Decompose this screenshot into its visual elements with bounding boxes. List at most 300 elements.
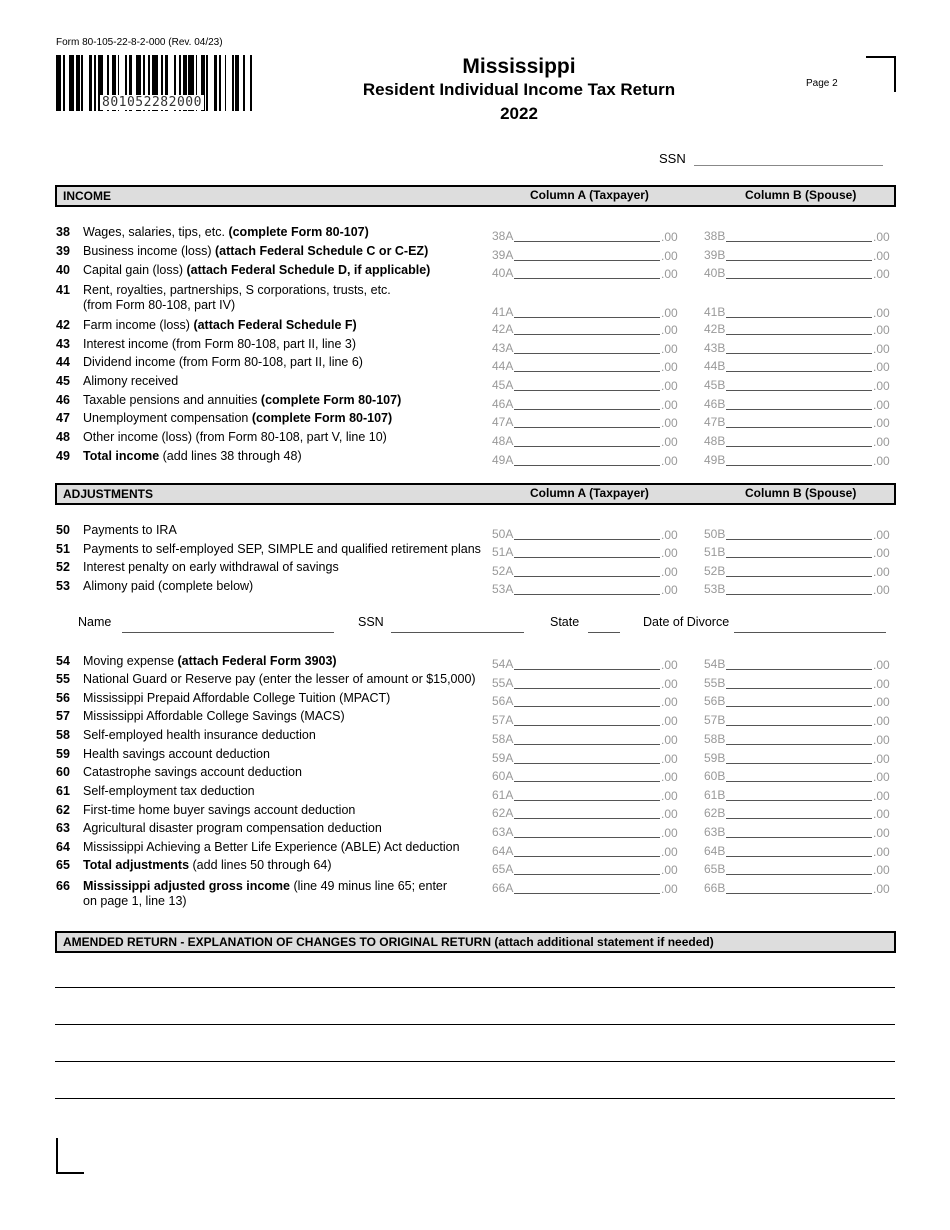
- field-code: 54B: [704, 657, 726, 671]
- line-description: [83, 263, 430, 278]
- cents-label: .00: [661, 249, 678, 263]
- field-code: 63A: [492, 825, 514, 839]
- line-number: 66: [56, 879, 70, 893]
- alimony-date-field[interactable]: [734, 632, 886, 633]
- amount-underline: [726, 446, 872, 447]
- line-description-text: First-time home buyer savings account deduction: [83, 803, 356, 817]
- line-number: 38: [56, 225, 70, 239]
- amount-underline: [726, 353, 872, 354]
- field-code: 55B: [704, 676, 726, 690]
- amount-underline: [514, 893, 660, 894]
- cents-label: .00: [873, 789, 890, 803]
- line-description-text: Dividend income (from Form 80-108, part II, line 6): [83, 355, 363, 369]
- alimony-name-field[interactable]: [122, 632, 334, 633]
- amount-underline: [726, 576, 872, 577]
- adjustments-section-title: ADJUSTMENTS: [63, 487, 154, 501]
- amount-underline: [514, 390, 660, 391]
- cents-label: .00: [661, 323, 678, 337]
- line-description-bold: (attach Federal Schedule D, if applicable): [186, 263, 431, 277]
- amount-underline: [514, 576, 660, 577]
- cents-label: .00: [661, 714, 678, 728]
- cents-label: .00: [873, 826, 890, 840]
- column-b-header: Column B (Spouse): [745, 486, 857, 500]
- amended-section-title: AMENDED RETURN - EXPLANATION OF CHANGES TO ORIGINAL RETURN (attach additional statement if needed): [63, 935, 714, 949]
- amount-underline: [726, 390, 872, 391]
- line-description-text: Interest penalty on early withdrawal of savings: [83, 560, 339, 574]
- field-code: 42A: [492, 322, 514, 336]
- line-number: 59: [56, 747, 70, 761]
- field-code: 52A: [492, 564, 514, 578]
- cents-label: .00: [873, 379, 890, 393]
- amount-underline: [726, 371, 872, 372]
- field-code: 41A: [492, 305, 514, 319]
- alimony-state-label: State: [550, 615, 580, 629]
- field-code: 59A: [492, 751, 514, 765]
- line-description-text: Capital gain (loss): [83, 263, 187, 277]
- cents-label: .00: [661, 435, 678, 449]
- line-description-text: Alimony received: [83, 374, 179, 388]
- field-code: 44B: [704, 359, 726, 373]
- field-code: 56A: [492, 694, 514, 708]
- amended-explanation-line-2[interactable]: [55, 1024, 895, 1025]
- line-description-text: Mississippi Prepaid Affordable College Tuition (MPACT): [83, 691, 391, 705]
- form-title-state: Mississippi: [462, 55, 576, 78]
- cents-label: .00: [873, 267, 890, 281]
- line-description: [83, 579, 253, 594]
- field-code: 51A: [492, 545, 514, 559]
- cents-label: .00: [661, 733, 678, 747]
- ssn-label: SSN: [659, 151, 686, 166]
- cents-label: .00: [661, 863, 678, 877]
- amount-underline: [726, 744, 872, 745]
- cents-label: .00: [873, 770, 890, 784]
- form-year: 2022: [500, 104, 538, 123]
- line-number: 65: [56, 858, 70, 872]
- line-description-text: Unemployment compensation: [83, 411, 252, 425]
- line-description-text: Taxable pensions and annuities: [83, 393, 261, 407]
- amount-underline: [514, 744, 660, 745]
- field-code: 66A: [492, 881, 514, 895]
- line-description-text: (line 49 minus line 65; enter: [290, 879, 448, 893]
- income-section-header: [55, 185, 896, 207]
- line-description-text: Health savings account deduction: [83, 747, 270, 761]
- amount-underline: [726, 763, 872, 764]
- line-description-bold: (complete Form 80-107): [260, 393, 402, 407]
- cents-label: .00: [873, 583, 890, 597]
- amount-underline: [726, 594, 872, 595]
- line-description: [83, 523, 177, 538]
- cents-label: .00: [873, 306, 890, 320]
- line-description: [83, 542, 481, 557]
- field-code: 42B: [704, 322, 726, 336]
- amount-underline: [514, 669, 660, 670]
- amended-explanation-line-4[interactable]: [55, 1098, 895, 1099]
- amount-underline: [726, 874, 872, 875]
- field-code: 39A: [492, 248, 514, 262]
- amount-underline: [726, 837, 872, 838]
- ssn-field[interactable]: [694, 165, 883, 166]
- cents-label: .00: [873, 416, 890, 430]
- cents-label: .00: [661, 416, 678, 430]
- cents-label: .00: [661, 677, 678, 691]
- cents-label: .00: [873, 323, 890, 337]
- cents-label: .00: [873, 882, 890, 896]
- amount-underline: [514, 725, 660, 726]
- line-description-bold: (complete Form 80-107): [251, 411, 393, 425]
- amount-underline: [514, 594, 660, 595]
- field-code: 51B: [704, 545, 726, 559]
- corner-mark-top-right: [866, 56, 896, 92]
- amount-underline: [726, 688, 872, 689]
- cents-label: .00: [661, 565, 678, 579]
- line-description: [83, 374, 178, 389]
- field-code: 59B: [704, 751, 726, 765]
- line-description: [83, 672, 476, 687]
- field-code: 40B: [704, 266, 726, 280]
- cents-label: .00: [661, 789, 678, 803]
- field-code: 63B: [704, 825, 726, 839]
- line-number: 40: [56, 263, 70, 277]
- cents-label: .00: [873, 807, 890, 821]
- field-code: 43A: [492, 341, 514, 355]
- adjustments-section-header: [55, 483, 896, 505]
- line-description-continued: (from Form 80-108, part IV): [83, 298, 236, 312]
- field-code: 48B: [704, 434, 726, 448]
- line-description: [83, 318, 357, 333]
- field-code: 60B: [704, 769, 726, 783]
- column-b-header: Column B (Spouse): [745, 188, 857, 202]
- line-number: 39: [56, 244, 70, 258]
- cents-label: .00: [661, 528, 678, 542]
- amount-underline: [514, 706, 660, 707]
- field-code: 50A: [492, 527, 514, 541]
- column-a-header: Column A (Taxpayer): [530, 486, 649, 500]
- cents-label: .00: [873, 733, 890, 747]
- line-description-bold: (attach Federal Form 3903): [177, 654, 337, 668]
- cents-label: .00: [873, 546, 890, 560]
- field-code: 46A: [492, 397, 514, 411]
- line-description-text: Mississippi Affordable College Savings (MACS): [83, 709, 345, 723]
- cents-label: .00: [661, 360, 678, 374]
- line-number: 45: [56, 374, 70, 388]
- field-code: 61B: [704, 788, 726, 802]
- field-code: 45A: [492, 378, 514, 392]
- amount-underline: [514, 353, 660, 354]
- cents-label: .00: [661, 695, 678, 709]
- field-code: 49A: [492, 453, 514, 467]
- line-description-text: Payments to self-employed SEP, SIMPLE and qualified retirement plans: [83, 542, 481, 556]
- line-description-bold: Total adjustments: [83, 858, 190, 872]
- line-description: [83, 879, 447, 909]
- line-description: [83, 858, 332, 873]
- field-code: 66B: [704, 881, 726, 895]
- line-number: 62: [56, 803, 70, 817]
- alimony-date-label: Date of Divorce: [643, 615, 730, 629]
- cents-label: .00: [661, 770, 678, 784]
- field-code: 52B: [704, 564, 726, 578]
- line-number: 44: [56, 355, 70, 369]
- line-description-bold: Mississippi adjusted gross income: [83, 879, 291, 893]
- cents-label: .00: [873, 677, 890, 691]
- field-code: 60A: [492, 769, 514, 783]
- cents-label: .00: [661, 752, 678, 766]
- line-description-text: Interest income (from Form 80-108, part II, line 3): [83, 337, 357, 351]
- amount-underline: [514, 688, 660, 689]
- amount-underline: [514, 874, 660, 875]
- field-code: 41B: [704, 305, 726, 319]
- amended-section-header: [55, 931, 896, 953]
- cents-label: .00: [873, 435, 890, 449]
- column-a-header: Column A (Taxpayer): [530, 188, 649, 202]
- line-number: 49: [56, 449, 70, 463]
- line-description-text: Alimony paid (complete below): [83, 579, 254, 593]
- line-description-text: Rent, royalties, partnerships, S corporations, trusts, etc.: [83, 283, 391, 297]
- field-code: 38A: [492, 229, 514, 243]
- line-number: 50: [56, 523, 70, 537]
- amount-underline: [514, 539, 660, 540]
- field-code: 44A: [492, 359, 514, 373]
- line-description: [83, 244, 428, 259]
- amount-underline: [514, 557, 660, 558]
- alimony-ssn-field[interactable]: [391, 632, 524, 633]
- cents-label: .00: [661, 583, 678, 597]
- line-description: [83, 691, 390, 706]
- line-description-text: (add lines 50 through 64): [189, 858, 332, 872]
- cents-label: .00: [873, 695, 890, 709]
- line-description: [83, 225, 369, 240]
- field-code: 64B: [704, 844, 726, 858]
- cents-label: .00: [661, 398, 678, 412]
- line-number: 55: [56, 672, 70, 686]
- cents-label: .00: [873, 342, 890, 356]
- line-number: 47: [56, 411, 70, 425]
- line-description-text: Self-employed health insurance deduction: [83, 728, 316, 742]
- amount-underline: [726, 427, 872, 428]
- field-code: 57B: [704, 713, 726, 727]
- field-code: 47A: [492, 415, 514, 429]
- amount-underline: [514, 241, 660, 242]
- cents-label: .00: [873, 714, 890, 728]
- field-code: 46B: [704, 397, 726, 411]
- line-description-text: Wages, salaries, tips, etc.: [83, 225, 229, 239]
- cents-label: .00: [661, 230, 678, 244]
- amount-underline: [514, 818, 660, 819]
- amount-underline: [514, 837, 660, 838]
- cents-label: .00: [873, 565, 890, 579]
- line-number: 58: [56, 728, 70, 742]
- cents-label: .00: [873, 249, 890, 263]
- line-description-text: Farm income (loss): [83, 318, 194, 332]
- line-number: 57: [56, 709, 70, 723]
- line-description: [83, 449, 302, 464]
- amount-underline: [726, 334, 872, 335]
- line-description: [83, 840, 460, 855]
- field-code: 43B: [704, 341, 726, 355]
- line-description-text: Catastrophe savings account deduction: [83, 765, 302, 779]
- field-code: 64A: [492, 844, 514, 858]
- page-number: Page 2: [806, 78, 838, 89]
- amount-underline: [514, 278, 660, 279]
- line-number: 54: [56, 654, 70, 668]
- amount-underline: [514, 409, 660, 410]
- line-description-text: Self-employment tax deduction: [83, 784, 255, 798]
- cents-label: .00: [873, 360, 890, 374]
- amended-explanation-line-1[interactable]: [55, 987, 895, 988]
- line-description-bold: (complete Form 80-107): [228, 225, 369, 239]
- field-code: 38B: [704, 229, 726, 243]
- amount-underline: [726, 557, 872, 558]
- line-number: 64: [56, 840, 70, 854]
- line-description-bold: (attach Federal Schedule C or C-EZ): [215, 244, 429, 258]
- amount-underline: [726, 278, 872, 279]
- line-description: [83, 821, 382, 836]
- line-description: [83, 411, 392, 426]
- line-number: 51: [56, 542, 70, 556]
- amount-underline: [514, 317, 660, 318]
- cents-label: .00: [873, 752, 890, 766]
- line-number: 53: [56, 579, 70, 593]
- amount-underline: [726, 465, 872, 466]
- amount-underline: [726, 818, 872, 819]
- line-description: [83, 728, 316, 743]
- amount-underline: [726, 241, 872, 242]
- line-description-text: Other income (loss) (from Form 80-108, part V, line 10): [83, 430, 387, 444]
- line-description: [83, 337, 356, 352]
- field-code: 45B: [704, 378, 726, 392]
- line-description-bold: Total income: [83, 449, 160, 463]
- field-code: 54A: [492, 657, 514, 671]
- amount-underline: [514, 371, 660, 372]
- cents-label: .00: [661, 807, 678, 821]
- field-code: 53A: [492, 582, 514, 596]
- cents-label: .00: [661, 826, 678, 840]
- line-description-bold: (attach Federal Schedule F): [193, 318, 357, 332]
- line-description: [83, 355, 363, 370]
- line-description: [83, 283, 391, 313]
- field-code: 61A: [492, 788, 514, 802]
- cents-label: .00: [661, 306, 678, 320]
- amount-underline: [514, 856, 660, 857]
- cents-label: .00: [661, 454, 678, 468]
- line-description-text: Payments to IRA: [83, 523, 177, 537]
- amount-underline: [726, 706, 872, 707]
- line-description: [83, 430, 387, 445]
- line-number: 46: [56, 393, 70, 407]
- amount-underline: [514, 465, 660, 466]
- line-number: 42: [56, 318, 70, 332]
- field-code: 58A: [492, 732, 514, 746]
- line-number: 52: [56, 560, 70, 574]
- amount-underline: [726, 781, 872, 782]
- line-description: [83, 654, 337, 669]
- line-description: [83, 560, 339, 575]
- line-description-text: Business income (loss): [83, 244, 215, 258]
- line-description: [83, 747, 270, 762]
- amount-underline: [726, 800, 872, 801]
- income-section-title: INCOME: [63, 189, 111, 203]
- line-description: [83, 765, 302, 780]
- cents-label: .00: [873, 528, 890, 542]
- amended-explanation-line-3[interactable]: [55, 1061, 895, 1062]
- cents-label: .00: [661, 658, 678, 672]
- cents-label: .00: [661, 882, 678, 896]
- alimony-state-field[interactable]: [588, 632, 620, 633]
- form-title: Resident Individual Income Tax Return: [362, 80, 676, 99]
- line-description-continued: on page 1, line 13): [83, 894, 187, 908]
- line-number: 60: [56, 765, 70, 779]
- line-number: 43: [56, 337, 70, 351]
- amount-underline: [726, 409, 872, 410]
- cents-label: .00: [661, 267, 678, 281]
- amount-underline: [726, 260, 872, 261]
- field-code: 65B: [704, 862, 726, 876]
- line-description: [83, 393, 401, 408]
- amount-underline: [514, 800, 660, 801]
- amount-underline: [514, 334, 660, 335]
- field-code: 47B: [704, 415, 726, 429]
- cents-label: .00: [873, 398, 890, 412]
- field-code: 49B: [704, 453, 726, 467]
- cents-label: .00: [661, 546, 678, 560]
- corner-mark-bottom-left: [56, 1138, 84, 1174]
- alimony-name-label: Name: [78, 615, 112, 629]
- amount-underline: [726, 893, 872, 894]
- amount-underline: [726, 539, 872, 540]
- field-code: 62B: [704, 806, 726, 820]
- cents-label: .00: [873, 230, 890, 244]
- line-number: 48: [56, 430, 70, 444]
- amount-underline: [514, 781, 660, 782]
- amount-underline: [514, 427, 660, 428]
- field-code: 39B: [704, 248, 726, 262]
- line-number: 41: [56, 283, 70, 297]
- field-code: 56B: [704, 694, 726, 708]
- line-number: 63: [56, 821, 70, 835]
- alimony-ssn-label: SSN: [358, 615, 384, 629]
- cents-label: .00: [661, 342, 678, 356]
- field-code: 48A: [492, 434, 514, 448]
- cents-label: .00: [873, 845, 890, 859]
- amount-underline: [726, 317, 872, 318]
- field-code: 65A: [492, 862, 514, 876]
- cents-label: .00: [873, 454, 890, 468]
- line-number: 61: [56, 784, 70, 798]
- field-code: 50B: [704, 527, 726, 541]
- amount-underline: [726, 725, 872, 726]
- line-description-text: National Guard or Reserve pay (enter the lesser of amount or $15,000): [83, 672, 476, 686]
- amount-underline: [726, 856, 872, 857]
- line-description-text: (add lines 38 through 48): [159, 449, 302, 463]
- line-description: [83, 803, 355, 818]
- cents-label: .00: [661, 845, 678, 859]
- amount-underline: [726, 669, 872, 670]
- field-code: 57A: [492, 713, 514, 727]
- amount-underline: [514, 763, 660, 764]
- line-description: [83, 709, 345, 724]
- cents-label: .00: [873, 658, 890, 672]
- line-description-text: Agricultural disaster program compensation deduction: [83, 821, 382, 835]
- barcode-number: 801052282000: [102, 95, 202, 110]
- cents-label: .00: [661, 379, 678, 393]
- line-description: [83, 784, 255, 799]
- amount-underline: [514, 260, 660, 261]
- form-number: Form 80-105-22-8-2-000 (Rev. 04/23): [56, 37, 223, 48]
- line-description-text: Mississippi Achieving a Better Life Experience (ABLE) Act deduction: [83, 840, 460, 854]
- cents-label: .00: [873, 863, 890, 877]
- field-code: 58B: [704, 732, 726, 746]
- field-code: 40A: [492, 266, 514, 280]
- field-code: 62A: [492, 806, 514, 820]
